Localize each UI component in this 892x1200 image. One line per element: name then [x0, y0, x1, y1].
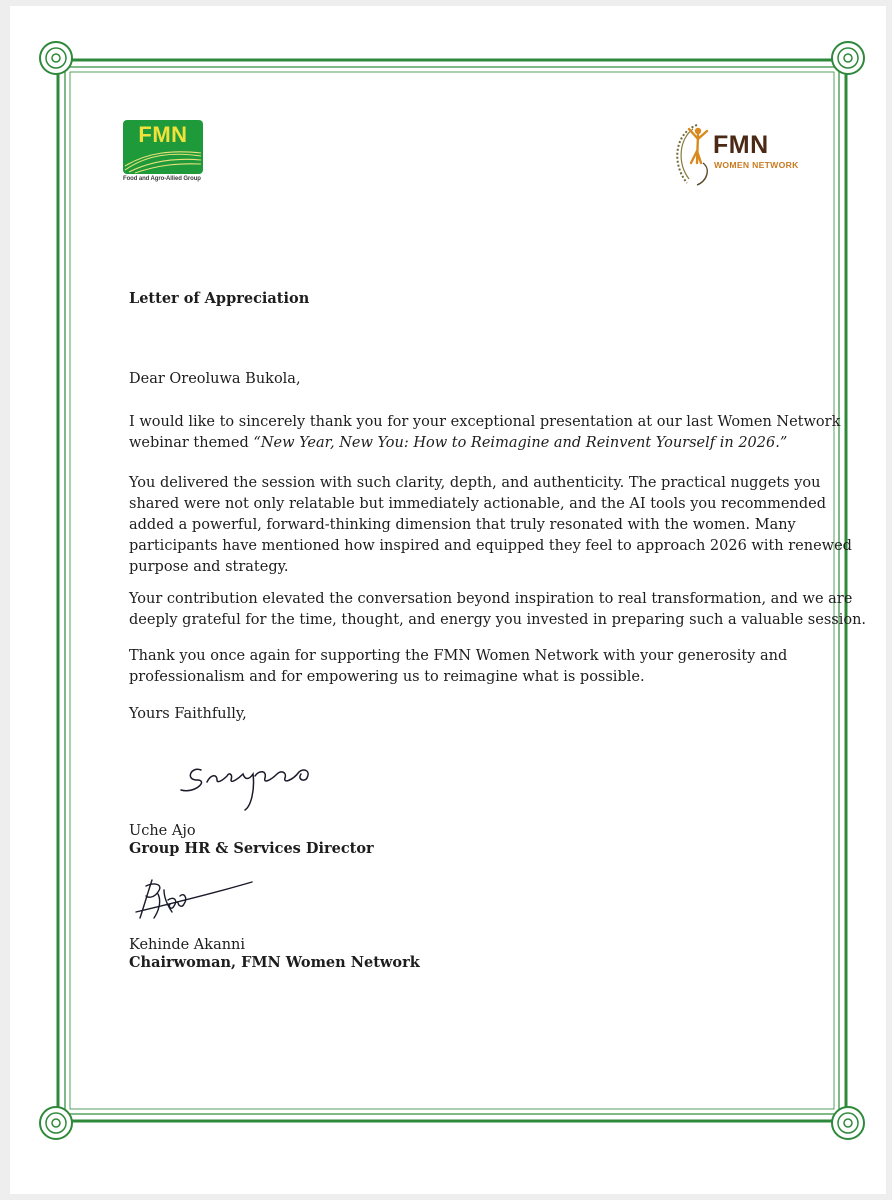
- corner-ornament-top-right: [832, 42, 864, 74]
- women-network-subtitle: WOMEN NETWORK: [714, 160, 799, 170]
- signatory-1-title: Group HR & Services Director: [129, 840, 374, 857]
- closing: Yours Faithfully,: [129, 706, 247, 722]
- fmn-logo: [123, 120, 205, 186]
- women-network-emblem-icon: [667, 119, 717, 191]
- fmn-women-network-logo: [667, 119, 797, 191]
- corner-ornament-bottom-right: [832, 1107, 864, 1139]
- letter-heading: Letter of Appreciation: [129, 290, 310, 307]
- paragraph-session-line: participants have mentioned how inspired and equipped they feel to approach 2026 with renewed: [129, 538, 852, 554]
- fmn-logo-tagline: Food and Agro-Allied Group: [123, 176, 201, 182]
- paragraph-closing-thanks-line: Thank you once again for supporting the FMN Women Network with your generosity and: [129, 648, 788, 664]
- webinar-theme: “New Year, New You: How to Reimagine and Reinvent Yourself in 2026.”: [253, 435, 788, 451]
- paragraph-contribution-line: deeply grateful for the time, thought, and energy you invested in preparing such a valuable session.: [129, 612, 867, 628]
- women-network-brand: FMN: [713, 131, 769, 159]
- paragraph-closing-thanks: [129, 646, 829, 688]
- paragraph-session-line: shared were not only relatable but immediately actionable, and the AI tools you recommended: [129, 496, 826, 512]
- salutation: Dear Oreoluwa Bukola,: [129, 371, 301, 387]
- paragraph-thanks: [129, 412, 841, 454]
- signatory-2-name: Kehinde Akanni: [129, 937, 246, 953]
- paragraph-thanks-line: [129, 433, 829, 454]
- paragraph-session-line: You delivered the session with such clarity, depth, and authenticity. The practical nuggets you: [129, 475, 821, 491]
- paragraph-thanks-lead: webinar themed: [129, 435, 254, 451]
- signatory-2-title: Chairwoman, FMN Women Network: [129, 954, 420, 971]
- fmn-logo-tile: [123, 120, 203, 174]
- signature-uche-ajo: [173, 750, 343, 820]
- fmn-logo-wheat-lines-icon: [123, 146, 203, 174]
- corner-ornament-top-left: [40, 42, 72, 74]
- signature-kehinde-akanni: [128, 872, 263, 924]
- paragraph-contribution-line: Your contribution elevated the conversation beyond inspiration to real transformation, and we are: [129, 591, 853, 607]
- paragraph-contribution: [129, 589, 867, 631]
- paragraph-thanks-line: I would like to sincerely thank you for your exceptional presentation at our last Women Network: [129, 414, 841, 430]
- signatory-1-name: Uche Ajo: [129, 823, 196, 839]
- corner-ornament-bottom-left: [40, 1107, 72, 1139]
- paragraph-session-line: purpose and strategy.: [129, 559, 289, 575]
- paragraph-session: [129, 473, 852, 578]
- paragraph-closing-thanks-line: professionalism and for empowering us to reimagine what is possible.: [129, 669, 645, 685]
- letter-page: [10, 6, 886, 1194]
- fmn-logo-text: FMN: [138, 122, 188, 147]
- paragraph-session-line: added a powerful, forward-thinking dimension that truly resonated with the women. Many: [129, 517, 796, 533]
